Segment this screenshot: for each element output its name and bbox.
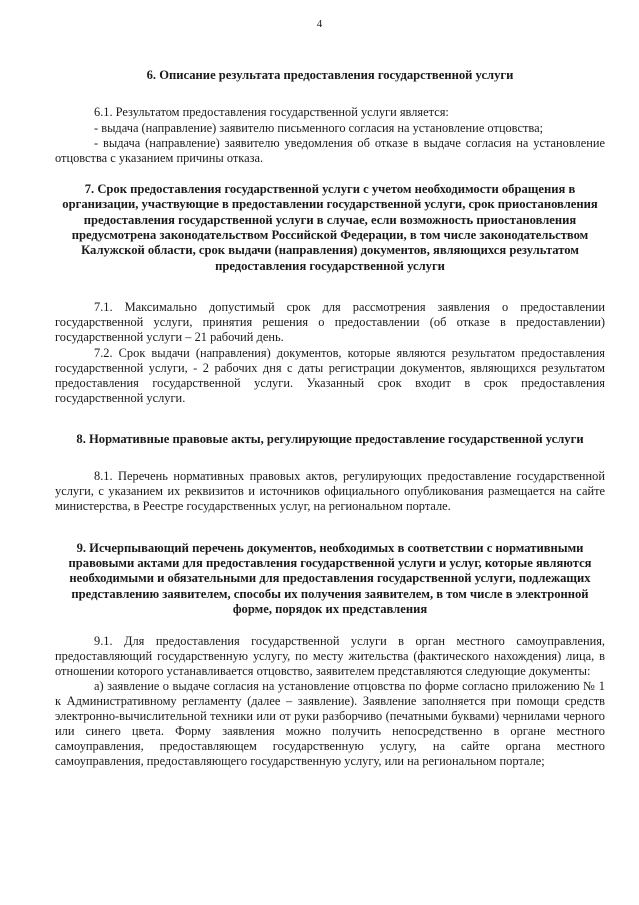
- section-6-paragraph-3: - выдача (направление) заявителю уведомления об отказе в выдаче согласия на установление отцовства с указанием причины отказа.: [55, 135, 605, 165]
- section-7-paragraph-1: 7.1. Максимально допустимый срок для рассмотрения заявления о предоставлении государственной услуги, принятия решения о предоставлении (об отказе в предоставлении) государственной услуги – 21 рабочий день.: [55, 300, 605, 345]
- section-8-heading: 8. Нормативные правовые акты, регулирующие предоставление государственной услуги: [76, 431, 584, 446]
- section-9-paragraph-2: а) заявление о выдаче согласия на установление отцовства по форме согласно приложению № 1 к Административному регламенту (далее – заявление). Заявление заполняется при помощи средств электронно-вычислительной техники или от руки разборчиво (печатными буквами) чернилами черного или синего цвета. Форму заявления можно получить непосредственно в органе местного самоуправления, предоставляющем государственную услугу, на сайте органа местного самоуправления, предоставляющего государственную услугу, или на региональном портале;: [55, 678, 605, 769]
- section-9-paragraph-1: 9.1. Для предоставления государственной услуги в орган местного самоуправления, предоставляющий государственную услугу, по месту жительства (фактического нахождения) лица, в отношении которого устанавливается отцовство, заявителем представляются следующие документы:: [55, 633, 605, 678]
- section-8-paragraph-1: 8.1. Перечень нормативных правовых актов, регулирующих предоставление государственной услуги, с указанием их реквизитов и источников официального опубликования размещается на сайте министерства, в Реестре государственных услуг, на региональном портале.: [55, 469, 605, 514]
- section-6-paragraph-1: 6.1. Результатом предоставления государственной услуги является:: [94, 105, 449, 120]
- section-7-heading: 7. Срок предоставления государственной услуги с учетом необходимости обращения в организации, участвующие в предоставлении государственной услуги, срок приостановления предоставления государственной услуги в случае, если возможность приостановления предусмотрена законодательством Российской Федерации, в том числе законодательством Калужской области, срок выдачи (направления) документов, являющихся результатом предоставления государственной услуги: [62, 181, 598, 273]
- section-6-heading: 6. Описание результата предоставления государственной услуги: [146, 68, 514, 82]
- document-body: [55, 68, 605, 769]
- section-9-heading: 9. Исчерпывающий перечень документов, необходимых в соответствии с нормативными правовыми актами для предоставления государственной услуги и услуг, которые являются необходимыми и обязательными для предоставления государственной услуги, подлежащих представлению заявителем, способы их получения заявителем, в том числе в электронной форме, порядок их представления: [68, 540, 592, 617]
- page-number: 4: [316, 18, 323, 30]
- section-6-paragraph-2: - выдача (направление) заявителю письменного согласия на установление отцовства;: [94, 120, 544, 135]
- section-7-paragraph-2: 7.2. Срок выдачи (направления) документов, которые являются результатом предоставления государственной услуги, - 2 рабочих дня с даты регистрации документов, являющихся результатом предоставления государственной услуги. Указанный срок входит в срок предоставления государственной услуги.: [55, 345, 605, 405]
